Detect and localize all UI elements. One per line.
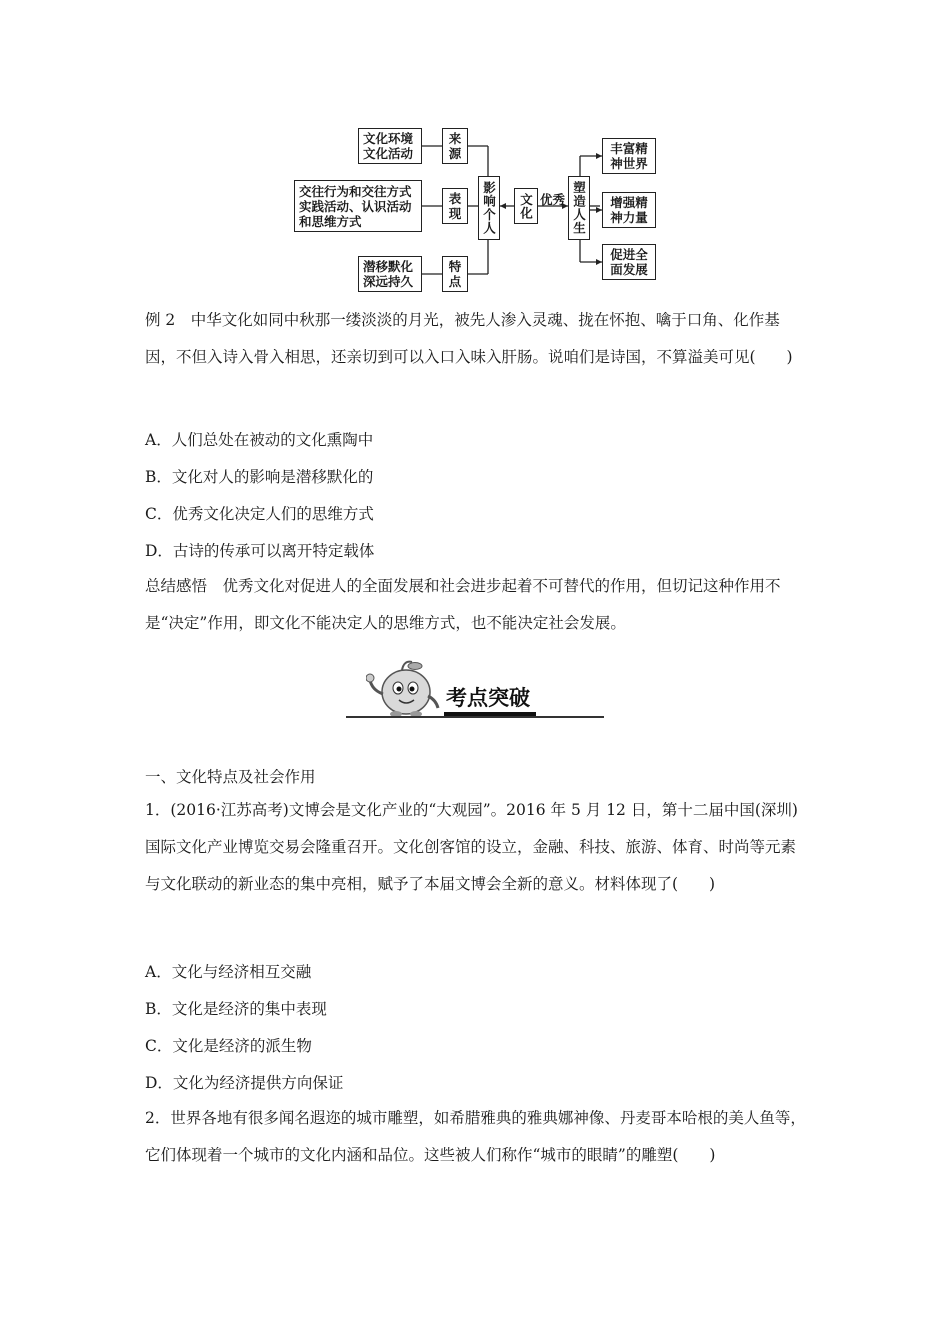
culture-box: 文化: [514, 188, 538, 224]
example-2-option-d: D．古诗的传承可以离开特定载体: [145, 542, 375, 560]
section-banner: [346, 656, 604, 720]
question-2-stem: 2．世界各地有很多闻名遐迩的城市雕塑，如希腊雅典的雅典娜神像、丹麦哥本哈根的美人鱼等，它们体现着一个城市的文化内涵和品位。这些被人们称作“城市的眼睛”的雕塑( ): [145, 1109, 806, 1164]
banner-title: 考点突破: [446, 686, 530, 710]
question-1-option-d: D．文化为经济提供方向保证: [145, 1074, 344, 1092]
example-2-stem: 例 2 中华文化如同中秋那一缕淡淡的月光，被先人渗入灵魂、拢在怀抱、噙于口角、化作基因，不但入诗入骨入相思，还亲切到可以入口入味入肝肠。说咱们是诗国，不算溢美可见( ): [145, 311, 793, 366]
source-box-environment: 文化环境 文化活动: [358, 128, 422, 164]
label-box-expression: 表 现: [442, 188, 468, 224]
example-2-option-a: A．人们总处在被动的文化熏陶中: [145, 431, 374, 449]
outcome-box-spiritual-strength: 增强精 神力量: [602, 192, 656, 228]
summary-insight: 总结感悟 优秀文化对促进人的全面发展和社会进步起着不可替代的作用，但切记这种作用不是“决定”作用，即文化不能决定人的思维方式，也不能决定社会发展。: [145, 577, 781, 632]
concept-diagram: [290, 124, 670, 296]
question-1-option-b: B．文化是经济的集中表现: [145, 1000, 327, 1018]
excellent-label: 优秀: [540, 192, 566, 207]
outcome-box-all-round-development: 促进全 面发展: [602, 244, 656, 280]
source-box-influence: 潜移默化 深远持久: [358, 256, 422, 292]
question-1-option-a: A．文化与经济相互交融: [145, 963, 312, 981]
banner-rule: [346, 716, 604, 718]
question-1-option-c: C．文化是经济的派生物: [145, 1037, 312, 1055]
question-1-stem: 1．(2016·江苏高考)文博会是文化产业的“大观园”。2016 年 5 月 12 日，第十二届中国(深圳)国际文化产业博览交易会隆重召开。文化创客馆的设立，金融、科技、旅游、体育、时尚等元素与文化联动的新业态的集中亮相，赋予了本届文博会全新的意义。材料体现了( ): [145, 801, 798, 893]
example-2-option-b: B．文化对人的影响是潜移默化的: [145, 468, 374, 486]
shape-life-box: 塑造人生: [568, 176, 590, 240]
center-box-influence-individual: 影响个人: [478, 176, 500, 240]
outcome-box-spiritual-world: 丰富精 神世界: [602, 138, 656, 174]
example-2-option-c: C．优秀文化决定人们的思维方式: [145, 505, 374, 523]
source-box-behavior: 交往行为和交往方式 实践活动、认识活动 和思维方式: [294, 180, 422, 232]
section-1-heading: 一、文化特点及社会作用: [145, 768, 316, 786]
label-box-source: 来 源: [442, 128, 468, 164]
label-box-feature: 特 点: [442, 256, 468, 292]
mascot-icon: [366, 656, 446, 718]
